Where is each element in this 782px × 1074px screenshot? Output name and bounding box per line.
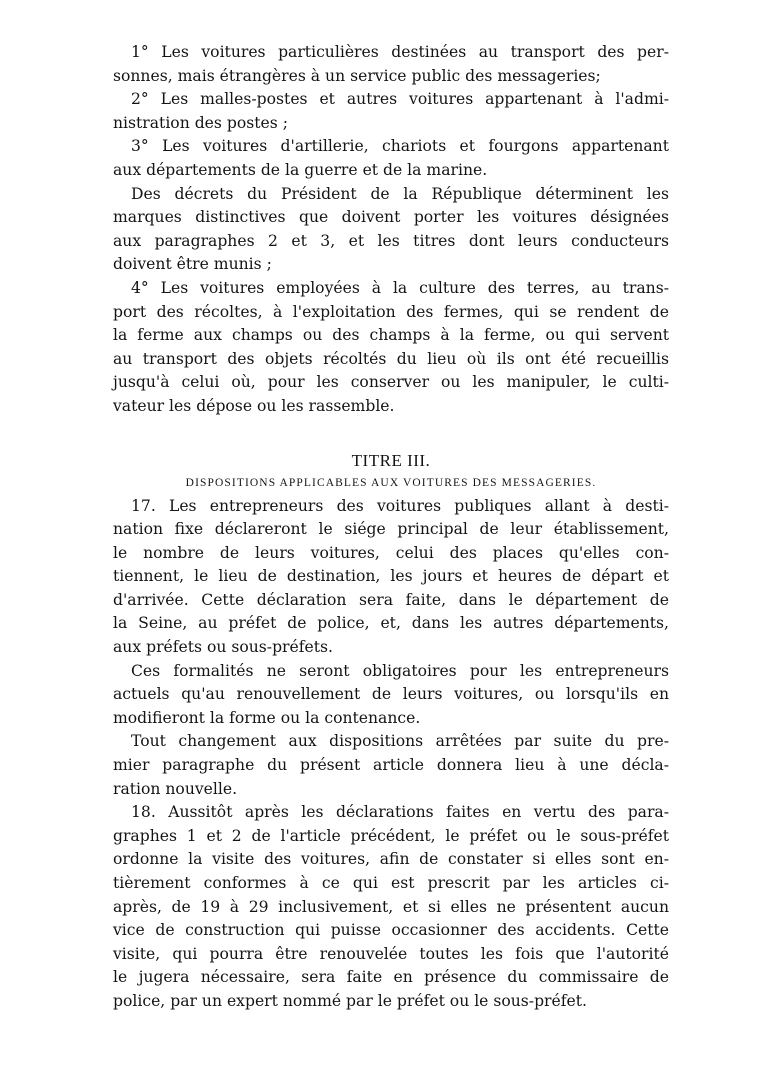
text-line: doivent être munis ; [113, 255, 272, 274]
text-line: 17. Les entrepreneurs des voitures publiques allant à desti- [131, 496, 669, 515]
text-line: 2° Les malles-postes et autres voitures appartenant à l'admi- [131, 90, 669, 109]
text-line: modifieront la forme ou la contenance. [113, 708, 421, 727]
text-line: la Seine, au préfet de police, et, dans les autres départements, [113, 614, 669, 633]
text-line: le jugera nécessaire, sera faite en présence du commissaire de [113, 968, 669, 987]
articles-17-18 [113, 495, 669, 1014]
text-line: ration nouvelle. [113, 779, 238, 798]
paragraph [113, 88, 669, 135]
paragraph [113, 801, 669, 1013]
text-line: tièrement conformes à ce qui est prescrit par les articles ci- [113, 874, 669, 892]
text-line: 4° Les voitures employées à la culture des terres, au trans- [131, 278, 669, 297]
paragraph [113, 660, 669, 731]
text-line: tiennent, le lieu de destination, les jours et heures de départ et [113, 567, 669, 586]
paragraph [113, 495, 669, 660]
text-line: 1° Les voitures particulières destinées au transport des per- [131, 43, 669, 61]
text-line: aux départements de la guerre et de la marine. [113, 160, 488, 179]
text-line: sonnes, mais étrangères à un service public des messageries; [113, 66, 601, 85]
text-line: vice de construction qui puisse occasionner des accidents. Cette [113, 921, 669, 940]
text-line: d'arrivée. Cette déclaration sera faite, dans le département de [113, 590, 669, 609]
text-line: vateur les dépose ou les rassemble. [113, 396, 395, 415]
text-line: visite, qui pourra être renouvelée toutes les fois que l'autorité [113, 944, 669, 963]
text-line: 18. Aussitôt après les déclarations faites en vertu des para- [131, 803, 669, 822]
text-line: nistration des postes ; [113, 113, 288, 132]
paragraph [113, 41, 669, 88]
text-line: nation fixe déclareront le siége principal de leur établissement, [113, 520, 669, 539]
text-line: ordonne la visite des voitures, afin de constater si elles sont en- [113, 850, 669, 869]
section-subtitle: DISPOSITIONS APPLICABLES AUX VOITURES DES MESSAGERIES. [185, 476, 597, 489]
paragraph [113, 135, 669, 182]
text-line: police, par un expert nommé par le préfet ou le sous-préfet. [113, 991, 587, 1010]
text-line: mier paragraphe du présent article donnera lieu à une décla- [113, 756, 669, 775]
paragraph [113, 183, 669, 277]
document-page [113, 41, 669, 1014]
text-line: 3° Les voitures d'artillerie, chariots et fourgons appartenant [131, 137, 669, 156]
text-line: aux préfets ou sous-préfets. [113, 638, 333, 657]
text-line: jusqu'à celui où, pour les conserver ou les manipuler, le culti- [113, 373, 669, 392]
text-line: Tout changement aux dispositions arrêtées par suite du pre- [131, 732, 669, 751]
text-line: actuels qu'au renouvellement de leurs voitures, ou lorsqu'ils en [113, 685, 669, 704]
paragraph [113, 730, 669, 801]
text-line: graphes 1 et 2 de l'article précédent, le préfet ou le sous-préfet [113, 826, 669, 845]
article-16-continuation [113, 41, 669, 419]
text-line: après, de 19 à 29 inclusivement, et si elles ne présentent aucun [113, 897, 669, 916]
text-line: Des décrets du Président de la République déterminent les [131, 184, 669, 203]
text-line: le nombre de leurs voitures, celui des places qu'elles con- [113, 543, 669, 562]
text-line: la ferme aux champs ou des champs à la ferme, ou qui servent [113, 326, 669, 345]
text-line: au transport des objets récoltés du lieu où ils ont été recueillis [113, 349, 669, 368]
section-title: TITRE III. [351, 450, 431, 470]
text-line: marques distinctives que doivent porter les voitures désignées [113, 208, 669, 227]
text-line: aux paragraphes 2 et 3, et les titres dont leurs conducteurs [113, 231, 669, 250]
text-line: port des récoltes, à l'exploitation des fermes, qui se rendent de [113, 302, 669, 321]
text-line: Ces formalités ne seront obligatoires pour les entrepreneurs [131, 661, 669, 680]
paragraph [113, 277, 669, 419]
